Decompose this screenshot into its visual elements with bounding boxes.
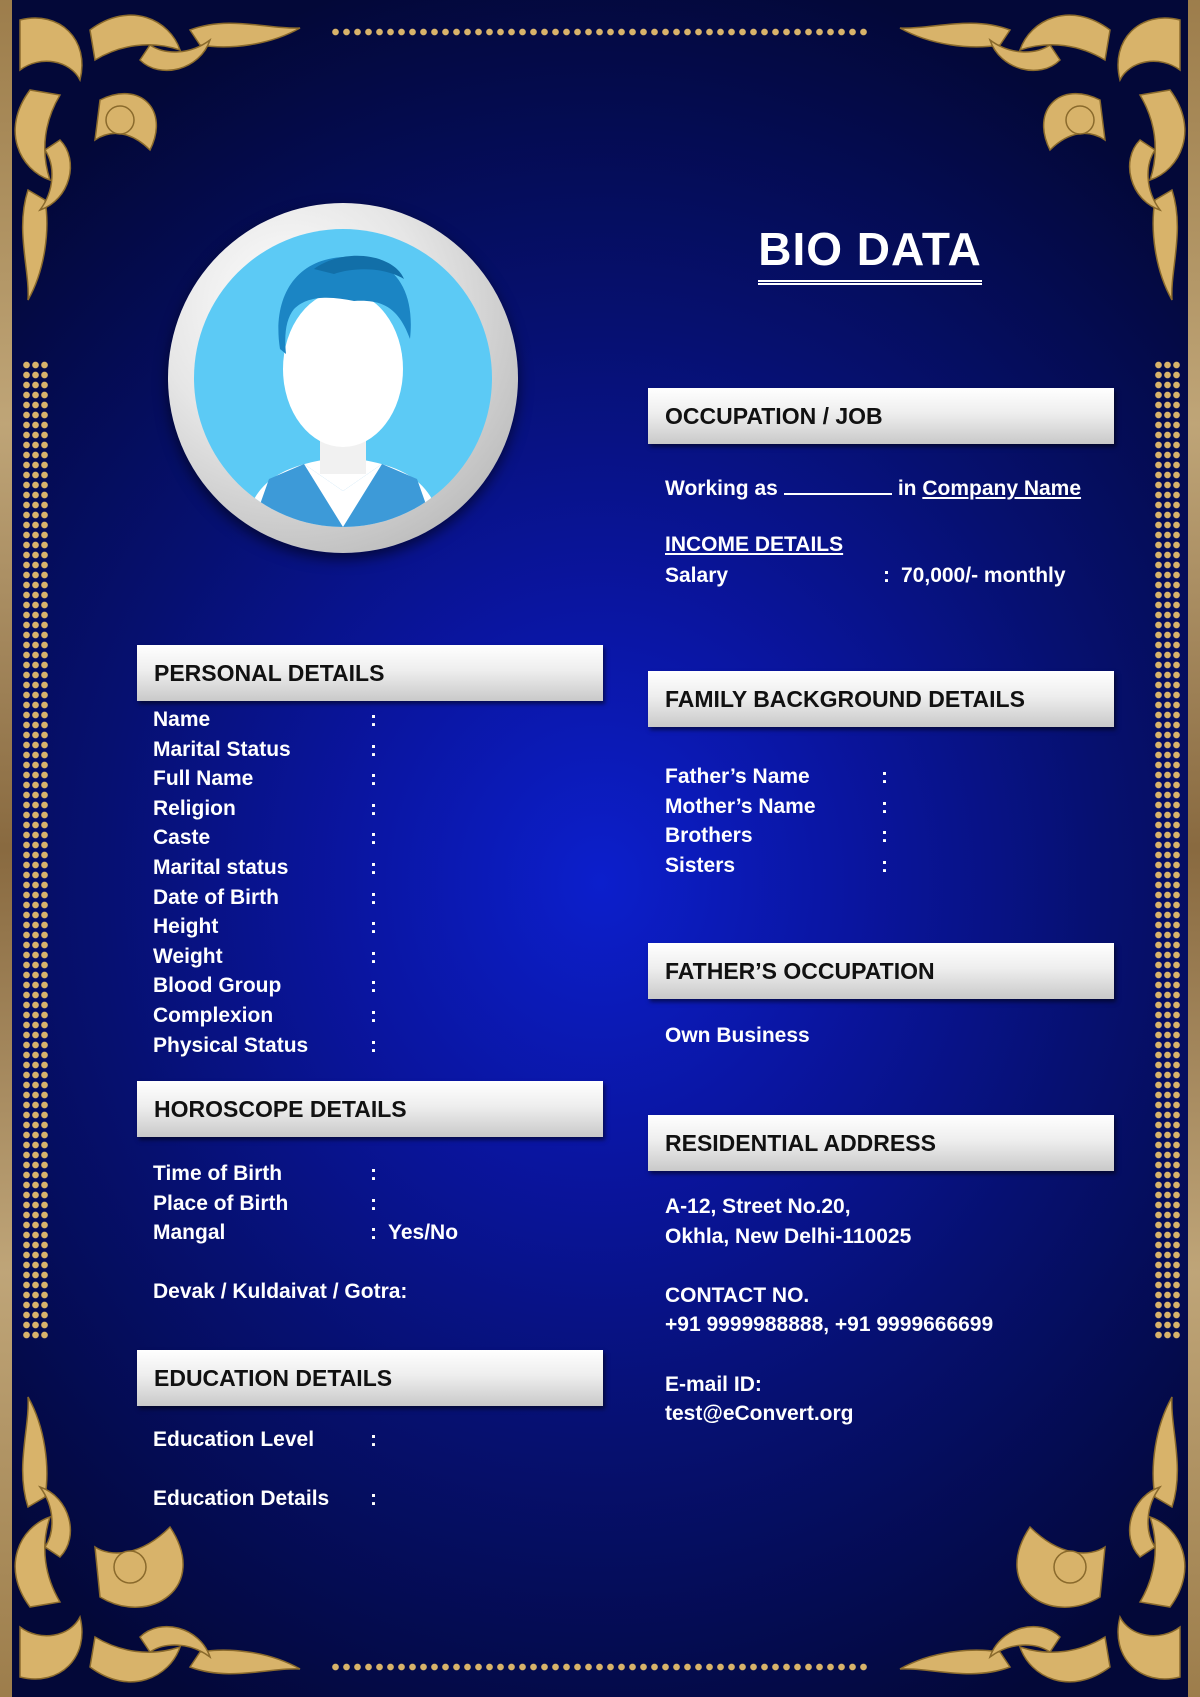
field-colon: : bbox=[370, 1004, 377, 1027]
list-item bbox=[153, 1031, 593, 1061]
field-label: Marital Status bbox=[153, 737, 291, 761]
field-label: Mother’s Name bbox=[665, 794, 816, 818]
field-colon: : bbox=[881, 853, 888, 877]
list-item bbox=[153, 1425, 593, 1455]
email-heading: E-mail ID: bbox=[665, 1373, 762, 1396]
residential-address-header: RESIDENTIAL ADDRESS bbox=[648, 1115, 1114, 1171]
top-right-ornament-icon bbox=[840, 0, 1200, 360]
field-colon: : bbox=[370, 1033, 377, 1057]
list-item bbox=[153, 883, 593, 913]
field-colon: : bbox=[370, 767, 377, 791]
field-label: Caste bbox=[153, 826, 211, 850]
list-item bbox=[153, 735, 593, 765]
field-colon: : bbox=[370, 708, 377, 731]
field-colon: : bbox=[370, 1162, 377, 1185]
left-chain-border bbox=[22, 360, 48, 1340]
list-item bbox=[153, 1001, 593, 1031]
profile-photo-frame bbox=[168, 203, 518, 553]
father-occupation-header: FATHER’S OCCUPATION bbox=[648, 943, 1114, 999]
education-details-header: EDUCATION DETAILS bbox=[137, 1350, 603, 1406]
field-label: Date of Birth bbox=[153, 885, 279, 909]
male-avatar-icon bbox=[194, 229, 492, 527]
right-chain-border bbox=[1154, 360, 1180, 1340]
field-colon: : bbox=[370, 737, 377, 761]
income-details-heading: INCOME DETAILS bbox=[665, 533, 844, 556]
field-label: Father’s Name bbox=[665, 765, 810, 788]
field-label: Place of Birth bbox=[153, 1191, 289, 1215]
job-title-blank bbox=[784, 474, 892, 495]
working-as-line: Working as in Company Name bbox=[665, 474, 1081, 501]
list-item bbox=[153, 853, 593, 883]
list-item bbox=[153, 942, 593, 972]
list-item bbox=[153, 823, 593, 853]
list-item bbox=[153, 971, 593, 1001]
field-label: Name bbox=[153, 708, 211, 731]
list-item bbox=[665, 792, 1105, 822]
address-line-2: Okhla, New Delhi-110025 bbox=[665, 1225, 912, 1248]
list-item bbox=[665, 851, 1105, 881]
list-item bbox=[153, 1159, 593, 1189]
field-label: Physical Status bbox=[153, 1033, 309, 1057]
avatar bbox=[194, 229, 492, 527]
field-colon: : bbox=[370, 944, 377, 968]
field-label: Blood Group bbox=[153, 974, 282, 998]
list-item bbox=[665, 821, 1105, 851]
list-item bbox=[665, 762, 1105, 792]
field-label: Full Name bbox=[153, 767, 254, 791]
horoscope-details-header: HOROSCOPE DETAILS bbox=[137, 1081, 603, 1137]
field-colon: : bbox=[370, 974, 377, 998]
list-item bbox=[153, 1189, 593, 1219]
field-colon: : bbox=[370, 1487, 377, 1510]
list-item bbox=[153, 1484, 593, 1514]
field-colon: : bbox=[370, 915, 377, 939]
father-occupation-value: Own Business bbox=[665, 1024, 810, 1047]
field-label: Weight bbox=[153, 944, 223, 968]
field-label: Sisters bbox=[665, 853, 736, 877]
top-chain-border bbox=[330, 26, 870, 38]
field-label: Brothers bbox=[665, 824, 753, 848]
address-line-1: A-12, Street No.20, bbox=[665, 1195, 851, 1218]
field-label: Mangal bbox=[153, 1221, 226, 1245]
field-colon: : bbox=[370, 796, 377, 820]
personal-details-header: PERSONAL DETAILS bbox=[137, 645, 603, 701]
field-label: Time of Birth bbox=[153, 1162, 283, 1185]
page-title: BIO DATA bbox=[740, 222, 1000, 285]
bottom-right-ornament-icon bbox=[840, 1337, 1200, 1697]
list-item bbox=[153, 794, 593, 824]
field-label: Education Details bbox=[153, 1487, 330, 1510]
list-item bbox=[153, 764, 593, 794]
family-background-header: FAMILY BACKGROUND DETAILS bbox=[648, 671, 1114, 727]
field-colon: : bbox=[370, 1191, 377, 1215]
field-colon: : bbox=[881, 824, 888, 848]
field-colon: : bbox=[370, 826, 377, 850]
field-colon: : bbox=[370, 1428, 377, 1451]
list-item bbox=[153, 705, 593, 735]
field-colon: : bbox=[881, 765, 888, 788]
list-item bbox=[153, 1218, 593, 1248]
field-colon: : bbox=[370, 856, 377, 879]
bottom-chain-border bbox=[330, 1661, 870, 1673]
field-value: Yes/No bbox=[388, 1221, 459, 1245]
list-item bbox=[153, 912, 593, 942]
field-label: Marital status bbox=[153, 856, 289, 879]
field-colon: : bbox=[370, 1221, 377, 1245]
field-colon: : bbox=[881, 794, 888, 818]
field-label: Complexion bbox=[153, 1004, 274, 1027]
field-label: Height bbox=[153, 915, 219, 939]
field-label: Education Level bbox=[153, 1428, 315, 1451]
contact-heading: CONTACT NO. bbox=[665, 1284, 810, 1307]
email-value: test@eConvert.org bbox=[665, 1402, 854, 1425]
gotra-line: Devak / Kuldaivat / Gotra: bbox=[153, 1280, 408, 1303]
occupation-header: OCCUPATION / JOB bbox=[648, 388, 1114, 444]
salary-row: Salary : 70,000/- monthly bbox=[665, 564, 1066, 587]
contact-numbers: +91 9999988888, +91 9999666699 bbox=[665, 1313, 994, 1336]
field-label: Religion bbox=[153, 796, 236, 820]
field-colon: : bbox=[370, 885, 377, 909]
